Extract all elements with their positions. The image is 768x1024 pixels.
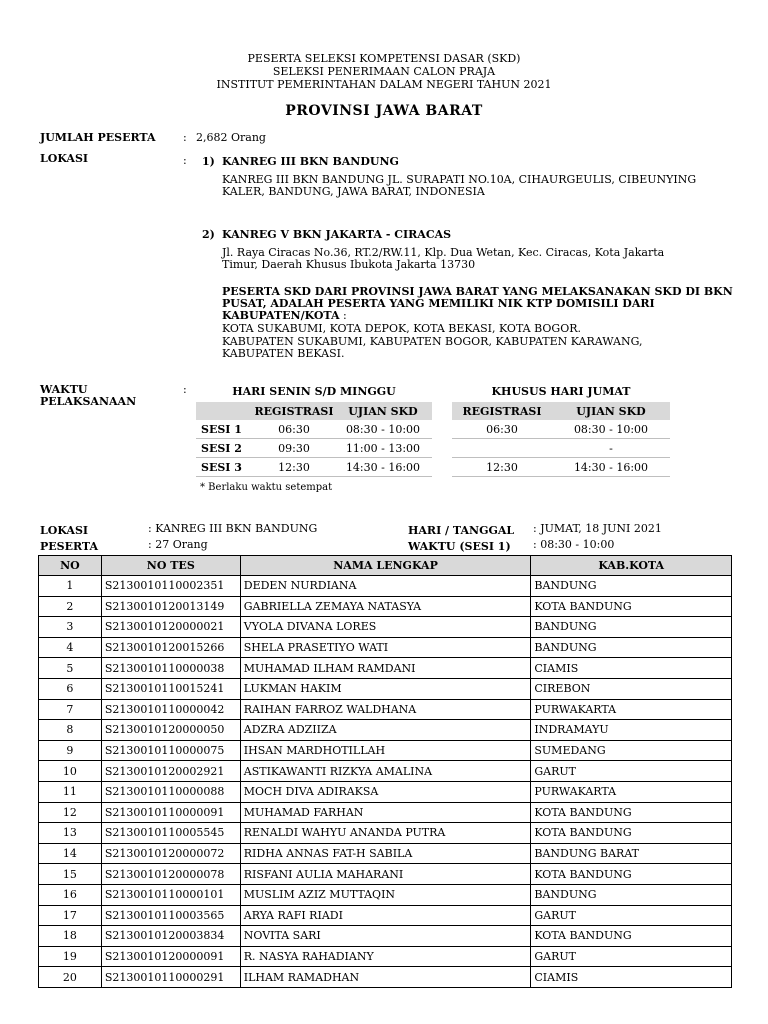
cell-no: 1 (39, 576, 102, 597)
session-1-registrasi: 06:30 (254, 420, 334, 439)
location-2-address-line-2: Timur, Daerah Khusus Ibukota Jakarta 13730 (222, 258, 476, 271)
cell-no-tes: S2130010110000291 (101, 967, 240, 988)
table-row (39, 740, 732, 761)
cell-no-tes: S2130010110005545 (101, 823, 240, 844)
table-row (39, 884, 732, 905)
cell-kab-kota: PURWAKARTA (531, 699, 732, 720)
table-row (39, 678, 732, 699)
location-1-address-line-1: KANREG III BKN BANDUNG JL. SURAPATI NO.10A, CIHAURGEULIS, CIBEUNYING (222, 173, 697, 186)
note-kabkota: KABUPATEN/KOTA (222, 309, 340, 322)
friday-session-3-registrasi: 12:30 (452, 458, 552, 477)
table-header-row (39, 556, 732, 576)
cell-no-tes: S2130010120000021 (101, 617, 240, 638)
session-2-registrasi: 09:30 (254, 439, 334, 458)
cell-nama: NOVITA SARI (240, 926, 531, 947)
cell-nama: SHELA PRASETIYO WATI (240, 637, 531, 658)
cell-no-tes: S2130010120000091 (101, 946, 240, 967)
lokasi-colon: : (183, 154, 187, 167)
cell-nama: LUKMAN HAKIM (240, 678, 531, 699)
jumlah-label: JUMLAH PESERTA (40, 131, 156, 144)
cell-nama: ARYA RAFI RIADI (240, 905, 531, 926)
table-row (39, 946, 732, 967)
cell-no-tes: S2130010120002921 (101, 761, 240, 782)
cell-no-tes: S2130010110000088 (101, 781, 240, 802)
header-line-3: INSTITUT PEMERINTAHAN DALAM NEGERI TAHUN 2021 (216, 78, 552, 91)
session-2-ujian: 11:00 - 13:00 (334, 439, 432, 458)
cell-no-tes: S2130010120003834 (101, 926, 240, 947)
table-row (39, 823, 732, 844)
friday-header-registrasi: REGISTRASI (452, 402, 552, 420)
table-row (39, 617, 732, 638)
location-1-number: 1) (202, 155, 215, 168)
cell-kab-kota: KOTA BANDUNG (531, 802, 732, 823)
session-3-name: SESI 3 (196, 458, 254, 477)
cell-no: 13 (39, 823, 102, 844)
cell-kab-kota: CIAMIS (531, 658, 732, 679)
cell-no-tes: S2130010110003565 (101, 905, 240, 926)
table-row (39, 576, 732, 597)
session-lokasi-label: LOKASI (40, 524, 89, 537)
session-3-registrasi: 12:30 (254, 458, 334, 477)
table-row (39, 637, 732, 658)
location-2-address-line-1: Jl. Raya Ciracas No.36, RT.2/RW.11, Klp. Dua Wetan, Kec. Ciracas, Kota Jakarta (222, 246, 665, 259)
cell-no-tes: S2130010110000042 (101, 699, 240, 720)
cell-kab-kota: BANDUNG (531, 637, 732, 658)
note-bold-line-1: PESERTA SKD DARI PROVINSI JAWA BARAT YANG MELAKSANAKAN SKD DI BKN (222, 285, 733, 298)
cell-no-tes: S2130010110015241 (101, 678, 240, 699)
cell-nama: MUSLIM AZIZ MUTTAQIN (240, 884, 531, 905)
cell-kab-kota: SUMEDANG (531, 740, 732, 761)
cell-no-tes: S2130010120000078 (101, 864, 240, 885)
waktu-colon: : (183, 383, 187, 396)
cell-no: 11 (39, 781, 102, 802)
cell-no: 5 (39, 658, 102, 679)
cell-kab-kota: CIAMIS (531, 967, 732, 988)
cell-no-tes: S2130010120015266 (101, 637, 240, 658)
table-row (39, 967, 732, 988)
table-row (39, 658, 732, 679)
cell-kab-kota: INDRAMAYU (531, 720, 732, 741)
table-row (39, 781, 732, 802)
header-line-2: SELEKSI PENERIMAAN CALON PRAJA (272, 65, 496, 78)
table-row (39, 905, 732, 926)
cell-no: 10 (39, 761, 102, 782)
session-1-ujian: 08:30 - 10:00 (334, 420, 432, 439)
friday-session-2-registrasi (452, 439, 552, 458)
cell-nama: GABRIELLA ZEMAYA NATASYA (240, 596, 531, 617)
cell-no-tes: S2130010110002351 (101, 576, 240, 597)
cell-no: 6 (39, 678, 102, 699)
session-1-name: SESI 1 (196, 420, 254, 439)
cell-kab-kota: KOTA BANDUNG (531, 596, 732, 617)
cell-no: 8 (39, 720, 102, 741)
waktu-sesi-value: : 08:30 - 10:00 (533, 538, 615, 551)
cell-no: 14 (39, 843, 102, 864)
cell-no: 7 (39, 699, 102, 720)
timezone-footnote: * Berlaku waktu setempat (200, 482, 333, 493)
cell-kab-kota: KOTA BANDUNG (531, 864, 732, 885)
friday-session-1-registrasi: 06:30 (452, 420, 552, 439)
table-row (39, 802, 732, 823)
cell-nama: IHSAN MARDHOTILLAH (240, 740, 531, 761)
table-row (39, 596, 732, 617)
waktu-label-line-2: PELAKSANAAN (40, 395, 137, 408)
weekday-schedule-title: HARI SENIN S/D MINGGU (232, 385, 396, 398)
weekday-header-ujian: UJIAN SKD (334, 402, 432, 420)
cell-kab-kota: BANDUNG BARAT (531, 843, 732, 864)
table-row (39, 761, 732, 782)
table-row (39, 864, 732, 885)
note-line-2: KABUPATEN SUKABUMI, KABUPATEN BOGOR, KABUPATEN KARAWANG, (222, 335, 643, 348)
cell-no-tes: S2130010110000101 (101, 884, 240, 905)
cell-nama: MUHAMAD ILHAM RAMDANI (240, 658, 531, 679)
province-title: PROVINSI JAWA BARAT (285, 103, 483, 119)
cell-kab-kota: BANDUNG (531, 617, 732, 638)
cell-nama: R. NASYA RAHADIANY (240, 946, 531, 967)
cell-kab-kota: BANDUNG (531, 576, 732, 597)
weekday-header-blank (196, 402, 254, 420)
cell-nama: ADZRA ADZIIZA (240, 720, 531, 741)
location-1-address-line-2: KALER, BANDUNG, JAWA BARAT, INDONESIA (222, 185, 485, 198)
cell-no: 3 (39, 617, 102, 638)
cell-no: 16 (39, 884, 102, 905)
cell-no-tes: S2130010110000038 (101, 658, 240, 679)
friday-header-ujian: UJIAN SKD (552, 402, 670, 420)
session-peserta-value: : 27 Orang (148, 538, 208, 551)
cell-kab-kota: KOTA BANDUNG (531, 823, 732, 844)
cell-no: 9 (39, 740, 102, 761)
note-colon: : (339, 309, 347, 322)
cell-no: 19 (39, 946, 102, 967)
cell-no-tes: S2130010120000050 (101, 720, 240, 741)
location-2-number: 2) (202, 228, 215, 241)
cell-kab-kota: GARUT (531, 761, 732, 782)
note-bold-line-3 (222, 310, 347, 322)
table-row (39, 699, 732, 720)
header-kab-kota: KAB.KOTA (531, 556, 732, 576)
note-line-1: KOTA SUKABUMI, KOTA DEPOK, KOTA BEKASI, KOTA BOGOR. (222, 322, 582, 335)
header-nama-lengkap: NAMA LENGKAP (240, 556, 531, 576)
cell-no: 4 (39, 637, 102, 658)
location-2-name: KANREG V BKN JAKARTA - CIRACAS (222, 228, 452, 241)
waktu-label-line-1: WAKTU (40, 383, 88, 396)
cell-nama: MOCH DIVA ADIRAKSA (240, 781, 531, 802)
table-row (39, 720, 732, 741)
cell-no-tes: S2130010110000075 (101, 740, 240, 761)
session-2-name: SESI 2 (196, 439, 254, 458)
cell-nama: MUHAMAD FARHAN (240, 802, 531, 823)
cell-no: 18 (39, 926, 102, 947)
hari-tanggal-label: HARI / TANGGAL (408, 524, 515, 537)
header-line-1: PESERTA SELEKSI KOMPETENSI DASAR (SKD) (247, 52, 521, 65)
cell-no: 17 (39, 905, 102, 926)
waktu-sesi-label: WAKTU (SESI 1) (408, 540, 511, 553)
cell-kab-kota: CIREBON (531, 678, 732, 699)
session-3-ujian: 14:30 - 16:00 (334, 458, 432, 477)
cell-kab-kota: GARUT (531, 905, 732, 926)
cell-nama: ILHAM RAMADHAN (240, 967, 531, 988)
friday-session-1-ujian: 08:30 - 10:00 (552, 420, 670, 439)
table-bottom-rule (38, 987, 732, 988)
cell-no: 15 (39, 864, 102, 885)
header-no-tes: NO TES (101, 556, 240, 576)
cell-kab-kota: BANDUNG (531, 884, 732, 905)
hari-tanggal-value: : JUMAT, 18 JUNI 2021 (533, 522, 662, 535)
cell-no-tes: S2130010120013149 (101, 596, 240, 617)
participants-table (38, 555, 732, 988)
session-peserta-label: PESERTA (40, 540, 99, 553)
cell-nama: DEDEN NURDIANA (240, 576, 531, 597)
session-lokasi-value: : KANREG III BKN BANDUNG (148, 522, 318, 535)
cell-nama: RENALDI WAHYU ANANDA PUTRA (240, 823, 531, 844)
cell-nama: RAIHAN FARROZ WALDHANA (240, 699, 531, 720)
friday-session-3-ujian: 14:30 - 16:00 (552, 458, 670, 477)
cell-kab-kota: GARUT (531, 946, 732, 967)
weekday-schedule-table (196, 402, 432, 477)
friday-session-2-ujian: - (552, 439, 670, 458)
table-row (39, 926, 732, 947)
jumlah-value: 2,682 Orang (196, 131, 266, 144)
weekday-header-registrasi: REGISTRASI (254, 402, 334, 420)
note-bold-line-2: PUSAT, ADALAH PESERTA YANG MEMILIKI NIK KTP DOMISILI DARI (222, 297, 655, 310)
cell-no-tes: S2130010120000072 (101, 843, 240, 864)
table-row (39, 843, 732, 864)
cell-kab-kota: KOTA BANDUNG (531, 926, 732, 947)
cell-nama: RIDHA ANNAS FAT-H SABILA (240, 843, 531, 864)
header-no: NO (39, 556, 102, 576)
cell-no-tes: S2130010110000091 (101, 802, 240, 823)
location-1-name: KANREG III BKN BANDUNG (222, 155, 399, 168)
cell-no: 2 (39, 596, 102, 617)
cell-no: 20 (39, 967, 102, 988)
lokasi-label: LOKASI (40, 152, 89, 165)
cell-kab-kota: PURWAKARTA (531, 781, 732, 802)
jumlah-colon: : (183, 131, 187, 144)
cell-nama: VYOLA DIVANA LORES (240, 617, 531, 638)
note-line-3: KABUPATEN BEKASI. (222, 347, 345, 360)
cell-no: 12 (39, 802, 102, 823)
friday-schedule-table (452, 402, 670, 477)
cell-nama: RISFANI AULIA MAHARANI (240, 864, 531, 885)
cell-nama: ASTIKAWANTI RIZKYA AMALINA (240, 761, 531, 782)
friday-schedule-title: KHUSUS HARI JUMAT (491, 385, 631, 398)
